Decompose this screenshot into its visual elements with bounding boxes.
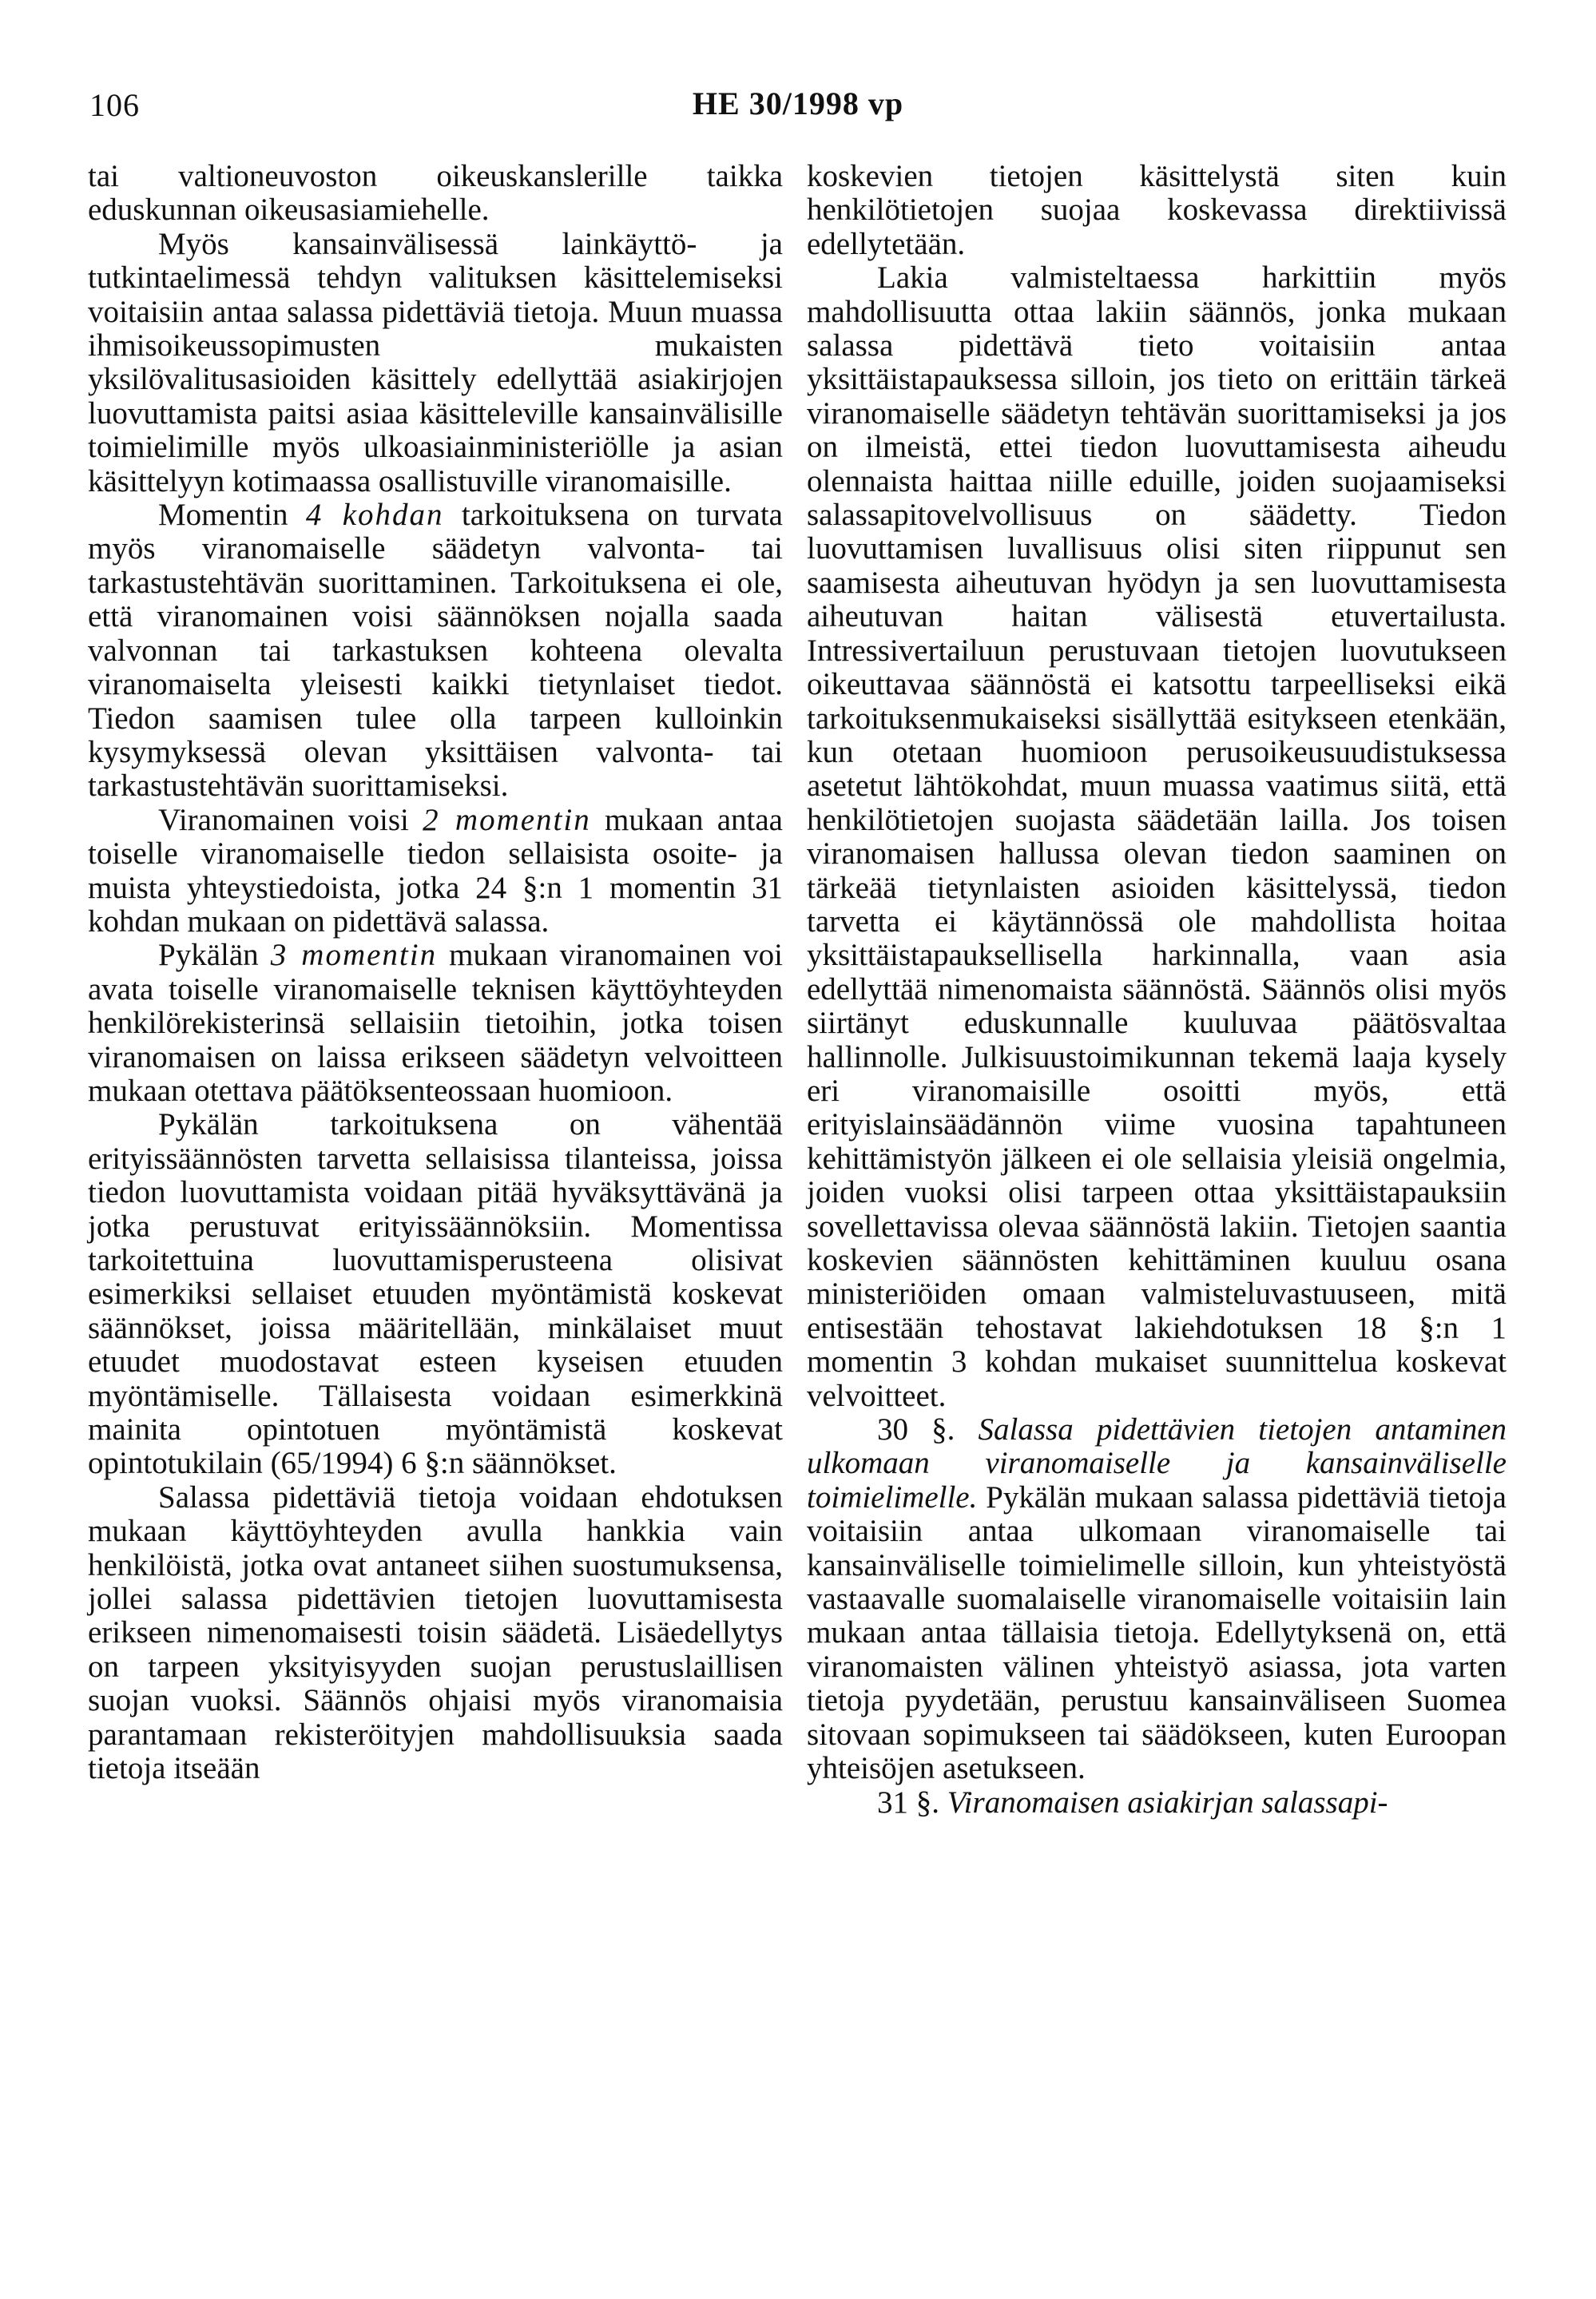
text-run: mukaan viranomainen voi avata toiselle viranomaiselle teknisen käyttöyhteyden henkilörekisterinsä sellaisiin tietoihin, jotka toisen viranomaisen on laissa erikseen säädetyn velvoitteen mukaan otettava päätöksenteossaan huomioon. bbox=[88, 938, 783, 1108]
document-id: HE 30/1998 vp bbox=[692, 85, 904, 121]
section-number: 31 §. bbox=[877, 1785, 947, 1820]
emphasis: 2 momentin bbox=[423, 802, 591, 837]
paragraph bbox=[88, 939, 783, 1108]
paragraph bbox=[807, 1786, 1507, 1820]
paragraph: Lakia valmisteltaessa harkittiin myös mahdollisuutta ottaa lakiin säännös, jonka mukaan salassa pidettävä tieto voitaisiin antaa yksittäistapauksessa silloin, jos tieto on erittäin tärkeä viranomaiselle säädetyn tehtävän suorittamiseksi ja jos on ilmeistä, ettei tiedon luovuttamisesta aiheudu olennaista haittaa niille eduille, joiden suojaamiseksi salassapitovelvollisuus on säädetty. Tiedon luovuttamisen luvallisuus olisi siten riippunut sen saamisesta aiheutuvan hyödyn ja sen luovuttamisesta aiheutuvan haitan välisestä etuvertailusta. Intressivertailuun perustuvaan tietojen luovutukseen oikeuttavaa säännöstä ei katsottu tarpeelliseksi eikä tarkoituksenmukaiseksi sisällyttää esitykseen etenkään, kun otetaan huomioon perusoikeusuudistuksessa asetetut lähtökohdat, muun muassa vaatimus siitä, että henkilötietojen suojasta säädetään lailla. Jos toisen viranomaisen hallussa olevan tiedon saaminen on tärkeää tietynlaisten asioiden käsittelyssä, tiedon tarvetta ei käytännössä ole mahdollista hoitaa yksittäistapauksellisella harkinnalla, vaan asia edellyttää nimenomaista säännöstä. Säännös olisi myös siirtänyt eduskunnalle kuuluvaa päätösvaltaa hallinnolle. Julkisuustoimikunnan tekemä laaja kysely eri viranomaisille osoitti myös, että erityislainsäädännön viime vuosina tapahtuneen kehittämistyön jälkeen ei ole sellaisia yleisiä ongelmia, joiden vuoksi olisi tarpeen ottaa yksittäistapauksiin sovellettavissa olevaa säännöstä lakiin. Tietojen saantia koskevien säännösten kehittäminen kuuluu osana ministeriöiden omaan valmisteluvastuuseen, mitä entisestään tehostavat lakiehdotuksen 18 §:n 1 momentin 3 kohdan mukaiset suunnittelua koskevat velvoitteet. bbox=[807, 260, 1507, 1413]
emphasis: 4 kohdan bbox=[305, 498, 444, 533]
page-number: 106 bbox=[89, 87, 140, 123]
text-run: Pykälän mukaan salassa pidettäviä tietoja voitaisiin antaa ulkomaan viranomaiselle tai kansainväliselle toimielimelle silloin, kun yhteistyöstä vastaavalle suomalaiselle viranomaiselle voitaisiin lain mukaan antaa tällaisia tietoja. Edellytyksenä on, että viranomaisten välinen yhteistyö asiassa, jota varten tietoja pyydetään, perustuu kansainväliseen Suomea sitovaan sopimukseen tai säädökseen, kuten Euroopan yhteisöjen asetukseen. bbox=[807, 1479, 1507, 1786]
section-title: Salassa pidettävien tietojen antaminen ulkomaan viranomaiselle ja kansainväliselle toimielimelle. bbox=[807, 1412, 1507, 1515]
text-run: Pykälän bbox=[158, 938, 271, 973]
paragraph bbox=[807, 1413, 1507, 1785]
page-header bbox=[0, 0, 1596, 144]
text-run: Viranomainen voisi bbox=[158, 802, 423, 837]
paragraph: Pykälän tarkoituksena on vähentää erityissäännösten tarvetta sellaisissa tilanteissa, joissa tiedon luovuttamista voidaan pitää hyväksyttävänä ja jotka perustuvat erityissäännöksiin. Momentissa tarkoitettuina luovuttamisperusteena olisivat esimerkiksi sellaiset etuuden myöntämistä koskevat säännökset, joissa määritellään, minkälaiset muut etuudet muodostavat esteen kyseisen etuuden myöntämiselle. Tällaisesta voidaan esimerkkinä mainita opintotuen myöntämistä koskevat opintotukilain (65/1994) 6 §:n säännökset. bbox=[88, 1107, 783, 1481]
emphasis: 3 momentin bbox=[270, 938, 438, 973]
paragraph bbox=[88, 804, 783, 939]
right-column bbox=[807, 160, 1507, 1820]
left-column bbox=[88, 160, 783, 1786]
text-run: Momentin bbox=[158, 498, 306, 533]
paragraph: Salassa pidettäviä tietoja voidaan ehdotuksen mukaan käyttöyhteyden avulla hankkia vain henkilöistä, jotka ovat antaneet siihen suostumuksensa, jollei salassa pidettävien tietojen luovuttamisesta erikseen nimenomaisesti toisin säädetä. Lisäedellytys on tarpeen yksityisyyden suojan perustuslaillisen suojan vuoksi. Säännös ohjaisi myös viranomaisia parantamaan rekisteröityjen mahdollisuuksia saada tietoja itseään bbox=[88, 1479, 783, 1786]
section-number: 30 §. bbox=[877, 1412, 979, 1447]
paragraph bbox=[88, 498, 783, 804]
text-run: tarkoituksena on turvata myös viranomaiselle säädetyn valvonta- tai tarkastustehtävän suorittaminen. Tarkoituksena ei ole, että viranomainen voisi säännöksen nojalla saada valvonnan tai tarkastuksen kohteena olevalta viranomaiselta yleisesti kaikki tietynlaiset tiedot. Tiedon saamisen tulee olla tarpeen kulloinkin kysymyksessä olevan yksittäisen valvonta- tai tarkastustehtävän suorittamiseksi. bbox=[88, 498, 783, 804]
paragraph: koskevien tietojen käsittelystä siten kuin henkilötietojen suojaa koskevassa direktiivissä edellytetään. bbox=[807, 159, 1507, 261]
paragraph: tai valtioneuvoston oikeuskanslerille taikka eduskunnan oikeusasiamiehelle. bbox=[88, 159, 783, 228]
paragraph: Myös kansainvälisessä lainkäyttö- ja tutkintaelimessä tehdyn valituksen käsittelemiseksi voitaisiin antaa salassa pidettäviä tietoja. Muun muassa ihmisoikeussopimusten mukaisten yksilövalitusasioiden käsittely edellyttää asiakirjojen luovuttamista paitsi asiaa käsitteleville kansainvälisille toimielimille myös ulkoasiainministeriölle ja asian käsittelyyn kotimaassa osallistuville viranomaisille. bbox=[88, 226, 783, 498]
text-run: mukaan antaa toiselle viranomaiselle tiedon sellaisista osoite- ja muista yhteystiedoista, jotka 24 §:n 1 momentin 31 kohdan mukaan on pidettävä salassa. bbox=[88, 802, 783, 939]
section-title: Viranomaisen asiakirjan salassapi- bbox=[947, 1785, 1388, 1820]
